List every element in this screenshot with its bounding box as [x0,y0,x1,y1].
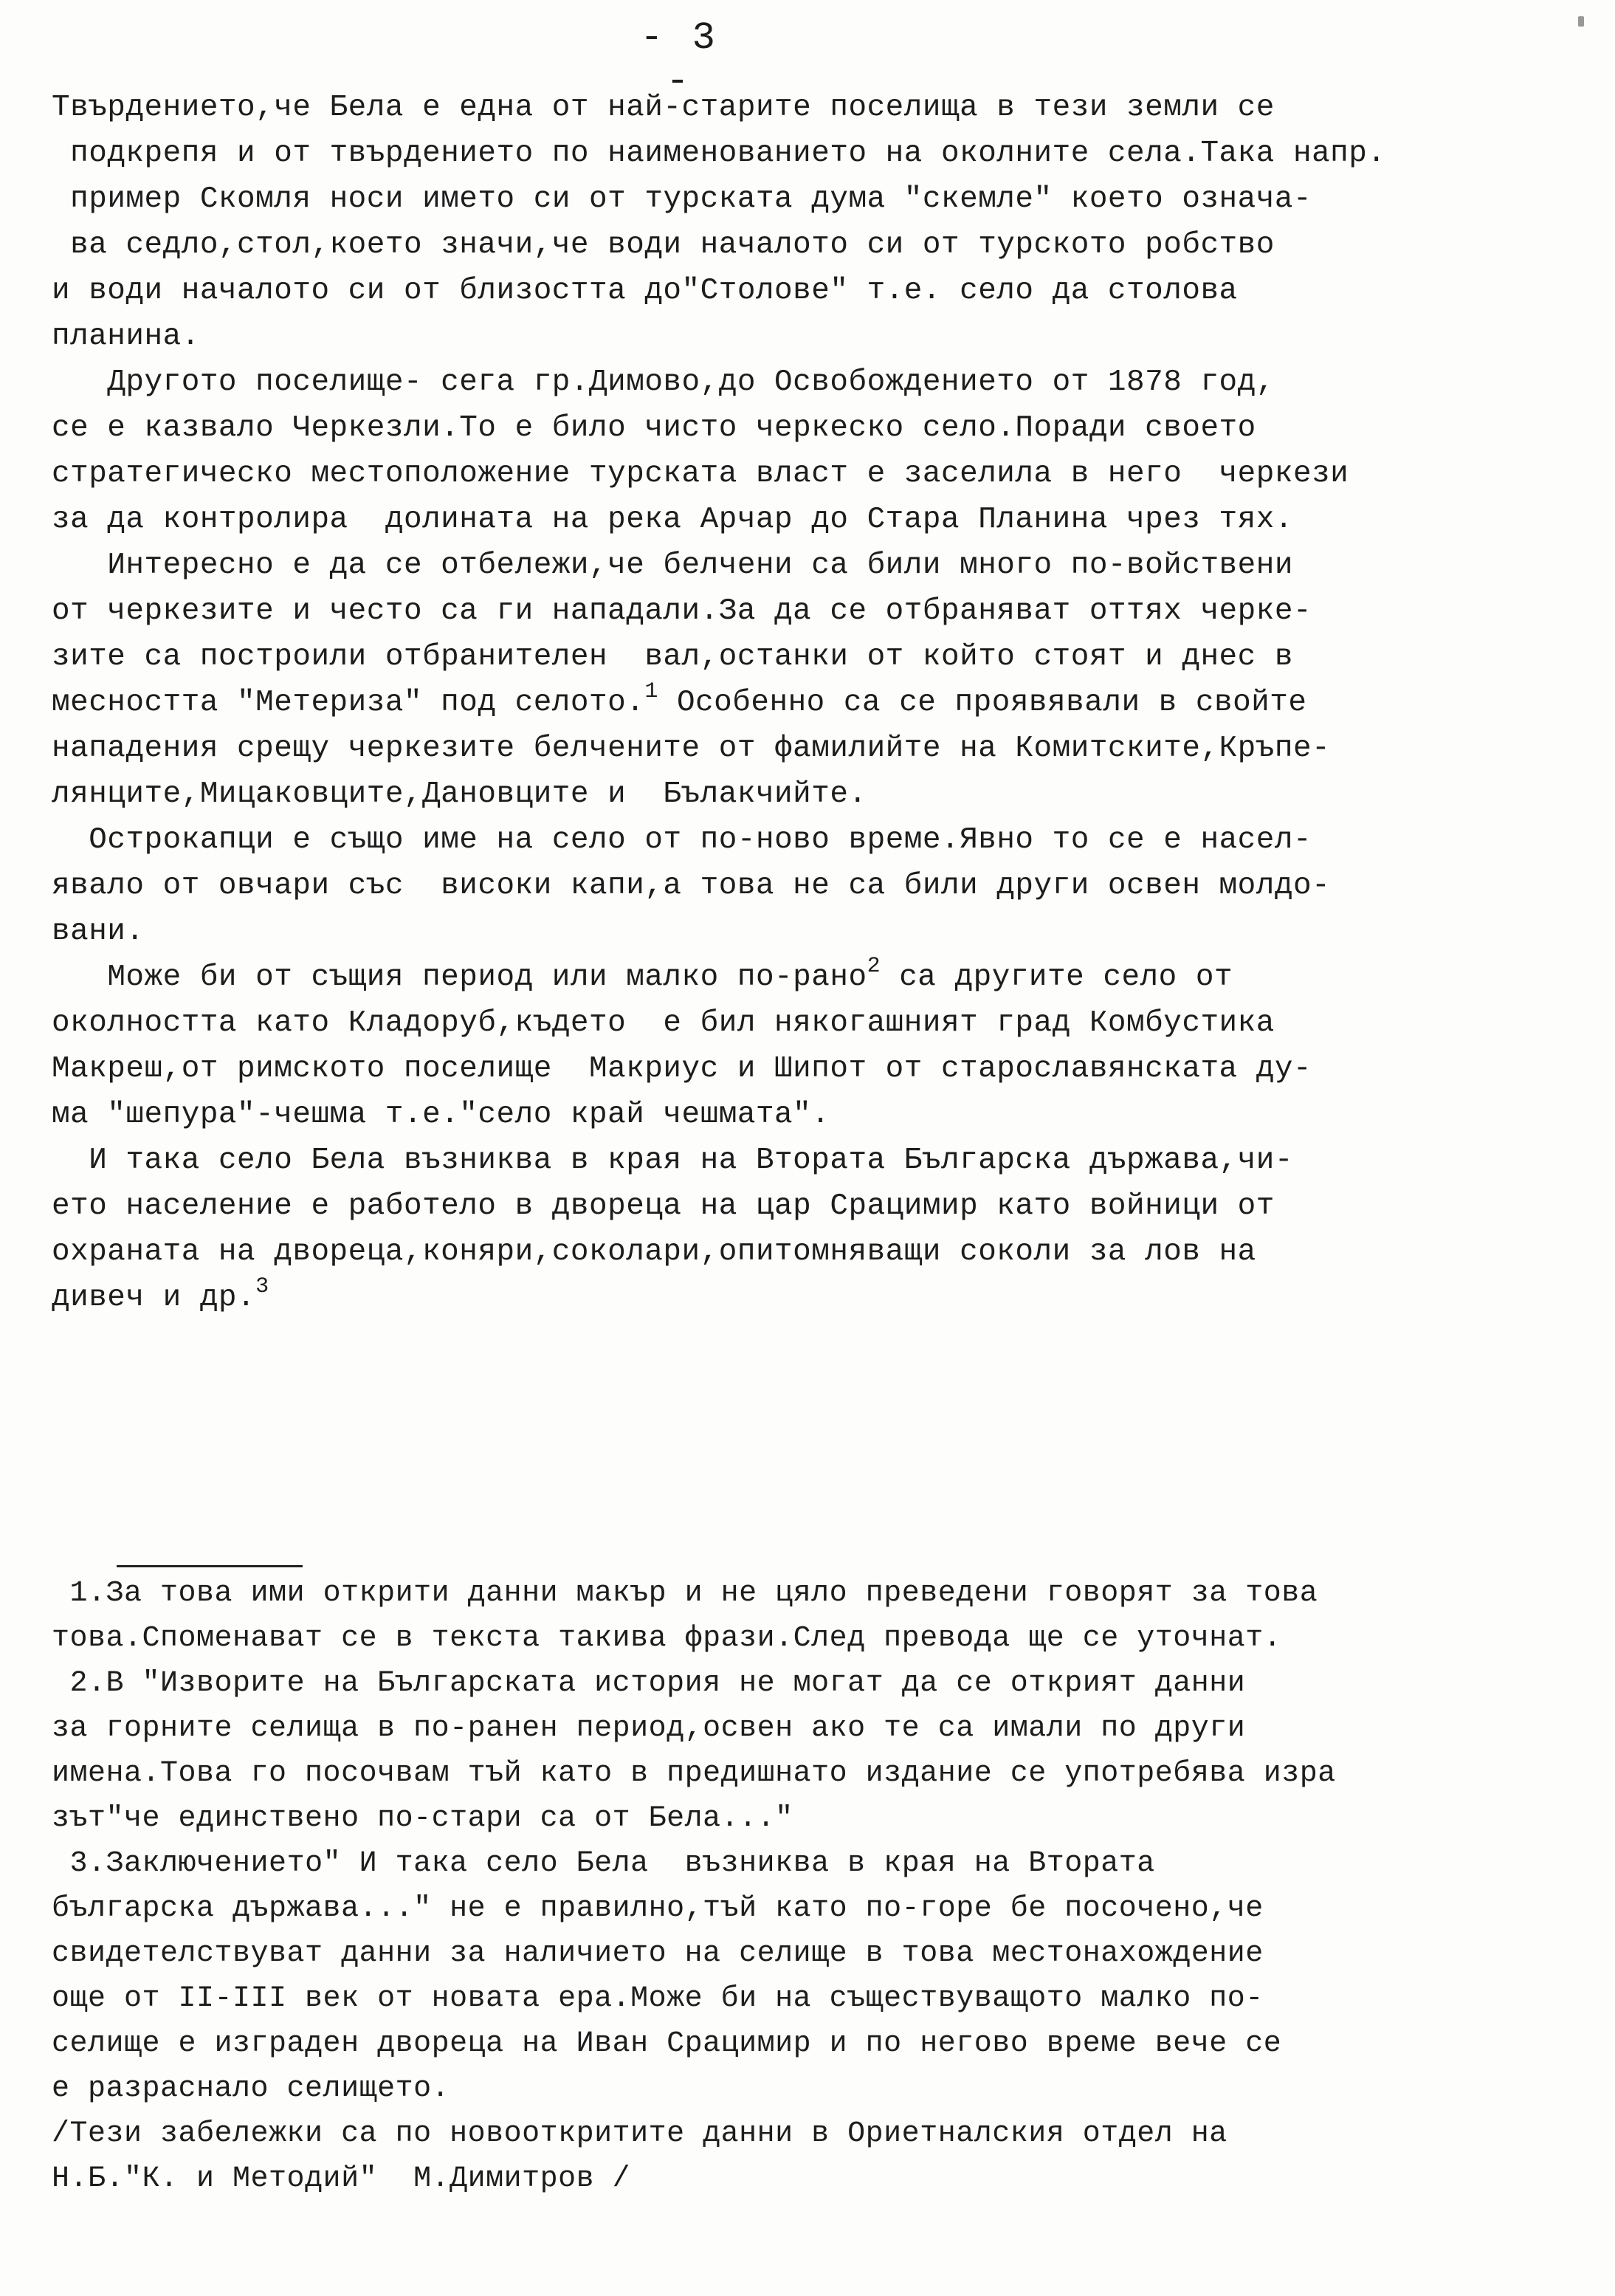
body-line-text: Интересно е да се отбележи,че белчени са били много по-войствени [107,549,1293,582]
note-line [52,2156,1543,2202]
note-line-text: 2.В "Изворите на Българската история не могат да се открият данни [69,1667,1246,1700]
body-line-text: ето население е работело в двореца на цар Срацимир като войници от [52,1189,1275,1223]
note-line-text: 3.Заключението" И така село Бела възниква в края на Втората [69,1847,1155,1880]
body-line-text: дивеч и др. [52,1281,256,1315]
body-line-text: лянците,Мицаковците,Дановците и Бълакчийте. [52,777,867,811]
note-line [52,1616,1543,1661]
body-line-text: от черкезите и често са ги нападали.За да се отбраняват оттях черке- [52,594,1312,628]
body-line [52,863,1543,909]
note-line-text: селище е изграден двореца на Иван Срацимир и по негово време вече се [52,2027,1282,2060]
body-line-text: ма "шепура"-чешма т.е."село край чешмата". [52,1098,830,1132]
note-line [52,1571,1543,1616]
footnote-marker: 1 [644,679,658,704]
body-line-text: Макреш,от римското поселище Макриус и Шипот от старославянската ду- [52,1052,1312,1086]
body-line-text: и води началото си от близостта до"Столове" т.е. село да столова [52,274,1238,308]
body-line [52,588,1543,634]
body-line-text-cont: са другите село от [881,960,1233,994]
body-line-text: И така село Бела възниква в края на Втората Българска държава,чи- [89,1144,1293,1178]
body-line-text: зите са построили отбранителен вал,останки от който стоят и днес в [52,640,1293,674]
body-line [52,817,1543,863]
body-line-text: месността "Метериза" под селото. [52,686,645,720]
body-line-text: Острокапци е също име на село от по-ново време.Явно то се е насел- [89,823,1312,857]
body-line [52,360,1543,405]
body-line [52,1092,1543,1138]
page-number: - 3 - [640,16,718,103]
body-line [52,726,1543,771]
note-line [52,1886,1543,1931]
body-line-text: пример Скомля носи името си от турската дума "скемле" което означа- [70,182,1312,216]
note-line [52,1841,1543,1886]
body-line [52,1229,1543,1275]
body-line [52,955,1543,1000]
note-line [52,1661,1543,1706]
body-line-text: вани. [52,915,145,949]
note-line-text: за горните селища в по-ранен период,освен ако те са имали по други [52,1712,1246,1745]
note-line [52,2021,1543,2066]
body-line-text-cont: Особенно са се проявявали в свойте [658,686,1307,720]
body-line [52,85,1543,131]
body-line-text: ва седло,стол,което значи,че води началото си от турското робство [70,228,1275,262]
note-line-text: свидетелствуват данни за наличието на селище в това местонахождение [52,1937,1264,1970]
body-line-text: за да контролира долината на река Арчар до Стара Планина чрез тях. [52,503,1293,537]
body-line [52,771,1543,817]
footnotes [52,1571,1543,2202]
body-line [52,543,1543,588]
body-line-text: Другото поселище- сега гр.Димово,до Освобождението от 1878 год, [107,365,1275,399]
note-line [52,1751,1543,1796]
main-text [52,85,1543,1321]
note-line [52,1706,1543,1751]
body-line [52,176,1543,222]
note-line [52,1976,1543,2021]
body-line-text: Твърдението,че Бела е една от най-старите поселища в тези земли се [52,91,1275,125]
note-line-text: още от II-III век от новата ера.Може би на съществуващото малко по- [52,1982,1264,2015]
body-line [52,1183,1543,1229]
body-line-text: явало от овчари със високи капи,а това не са били други освен молдо- [52,869,1331,903]
footnote-marker: 3 [255,1274,269,1299]
body-line-text: се е казвало Черкезли.То е било чисто черкеско село.Поради своето [52,411,1256,445]
note-line [52,2111,1543,2156]
note-line [52,1931,1543,1976]
body-line [52,1046,1543,1092]
body-line [52,451,1543,497]
body-line [52,909,1543,955]
note-line [52,2066,1543,2111]
body-line [52,1275,1543,1321]
note-line-text: това.Споменават се в текста такива фрази.След превода ще се уточнат. [52,1622,1282,1655]
note-line-text: Н.Б."К. и Методий" М.Димитров / [52,2162,631,2196]
note-line-text: имена.Това го посочвам тъй като в предишнато издание се употребява изра [52,1757,1336,1790]
body-line [52,222,1543,268]
body-line-text: подкрепя и от твърдението по наименованието на околните села.Така напр. [70,137,1386,171]
note-line-text: /Тези забележки са по новооткритите данни в Ориетналския отдел на [52,2117,1227,2151]
note-line-text: българска държава..." не е правилно,тъй като по-горе бе посочено,че [52,1892,1264,1925]
body-line [52,497,1543,543]
body-line [52,314,1543,360]
body-line [52,268,1543,314]
body-line-text: стратегическо местоположение турската власт е заселила в него черкези [52,457,1349,491]
body-line [52,405,1543,451]
body-line-text: планина. [52,320,200,354]
corner-ink-mark [1578,16,1584,27]
note-line-text: 1.За това ими открити данни макър и не цяло преведени говорят за това [69,1577,1318,1610]
note-line-text: е разраснало селището. [52,2072,450,2106]
body-line [52,634,1543,680]
body-line [52,680,1543,726]
body-line-text: нападения срещу черкезите белчените от фамилийте на Комитските,Кръпе- [52,732,1331,766]
note-line [52,1796,1543,1841]
body-line [52,1000,1543,1046]
body-line [52,131,1543,176]
body-line [52,1138,1543,1183]
footnote-marker: 2 [867,954,881,979]
footnote-separator [117,1565,303,1567]
body-line-text: охраната на двореца,коняри,соколари,опитомняващи соколи за лов на [52,1235,1256,1269]
body-line-text: Може би от същия период или малко по-рано [107,960,867,994]
note-line-text: зът"че единствено по-стари са от Бела..." [52,1802,793,1835]
body-line-text: околността като Кладоруб,където е бил някогашният град Комбустика [52,1006,1275,1040]
